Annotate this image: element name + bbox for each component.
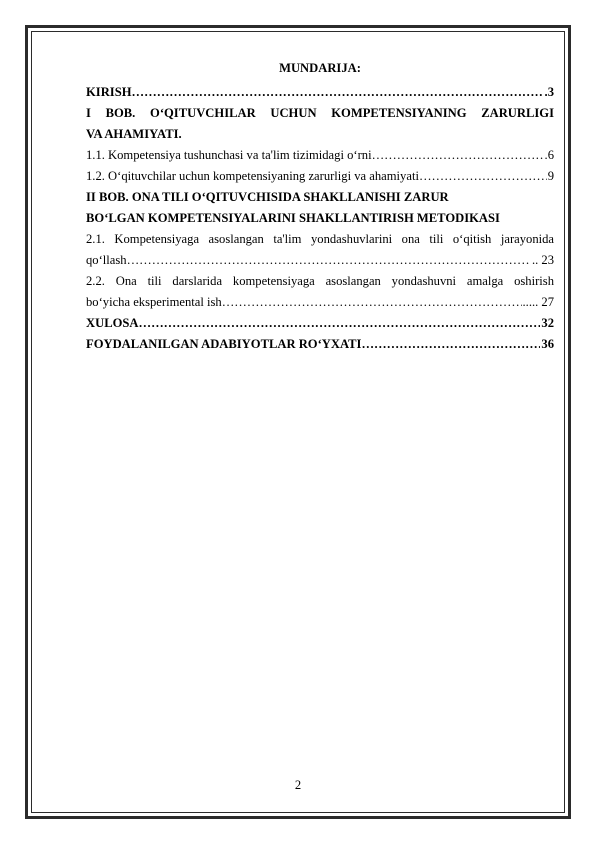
toc-entry-2-2-line-1[interactable]: 2.2. Ona tili darslarida kompetensiyaga asoslangan yondashuvni amalga oshirish	[86, 274, 554, 288]
toc-entry-xulosa[interactable]	[86, 313, 554, 334]
toc-chapter-1-line-2[interactable]: VA AHAMIYATI.	[86, 127, 182, 141]
dot-leader	[127, 250, 531, 271]
toc-entry-1-2[interactable]	[86, 166, 554, 187]
toc-entry-page: .. 23	[531, 253, 554, 267]
toc-entry-page: .3	[544, 85, 554, 99]
toc-chapter-2-line-1[interactable]: II BOB. ONA TILI O‘QITUVCHISIDA SHAKLLANISHI ZARUR	[86, 190, 449, 204]
page-number: 2	[294, 778, 302, 792]
dot-leader	[138, 313, 540, 334]
toc-entry-page: 9	[547, 169, 554, 183]
toc-entry-2-1-line-1[interactable]: 2.1. Kompetensiyaga asoslangan ta'lim yondashuvlarini ona tili o‘qitish jarayonida	[86, 232, 554, 246]
toc-entry-page: ..... 27	[522, 295, 554, 309]
toc-entry-page: .6	[544, 148, 554, 162]
toc-entry-adabiyotlar[interactable]	[86, 334, 554, 355]
toc-entry-label: XULOSA	[86, 316, 139, 330]
toc-entry-page: 32	[541, 316, 554, 330]
toc-entry-1-1[interactable]	[86, 145, 554, 166]
toc-entry-label: KIRISH	[86, 85, 132, 99]
toc-entry-2-2[interactable]	[86, 292, 554, 313]
dot-leader	[372, 145, 544, 166]
toc-chapter-2-line-2[interactable]: BO‘LGAN KOMPETENSIYALARINI SHAKLLANTIRISH METODIKASI	[86, 211, 500, 225]
toc-chapter-1-line-1[interactable]: I BOB. O‘QITUVCHILAR UCHUN KOMPETENSIYANING ZARURLIGI	[86, 106, 554, 120]
toc-entry-label: 1.1. Kompetensiya tushunchasi va ta'lim tizimidagi o‘rni	[86, 148, 372, 162]
toc-entry-kirish[interactable]	[86, 82, 554, 103]
toc-entry-label: bo‘yicha eksperimental ish	[86, 295, 222, 309]
toc-entry-2-1[interactable]	[86, 250, 554, 271]
dot-leader	[222, 292, 522, 313]
dot-leader	[361, 334, 540, 355]
toc-title: MUNDARIJA:	[279, 61, 361, 75]
toc-entry-page: 36	[541, 337, 554, 351]
table-of-contents	[86, 58, 554, 355]
dot-leader	[132, 82, 544, 103]
dot-leader	[419, 166, 547, 187]
toc-entry-label: 1.2. O‘qituvchilar uchun kompetensiyaning zarurligi va ahamiyati	[86, 169, 419, 183]
toc-entry-label: FOYDALANILGAN ADABIYOTLAR RO‘YXATI	[86, 337, 362, 351]
toc-entry-label: qo‘llash	[86, 253, 127, 267]
